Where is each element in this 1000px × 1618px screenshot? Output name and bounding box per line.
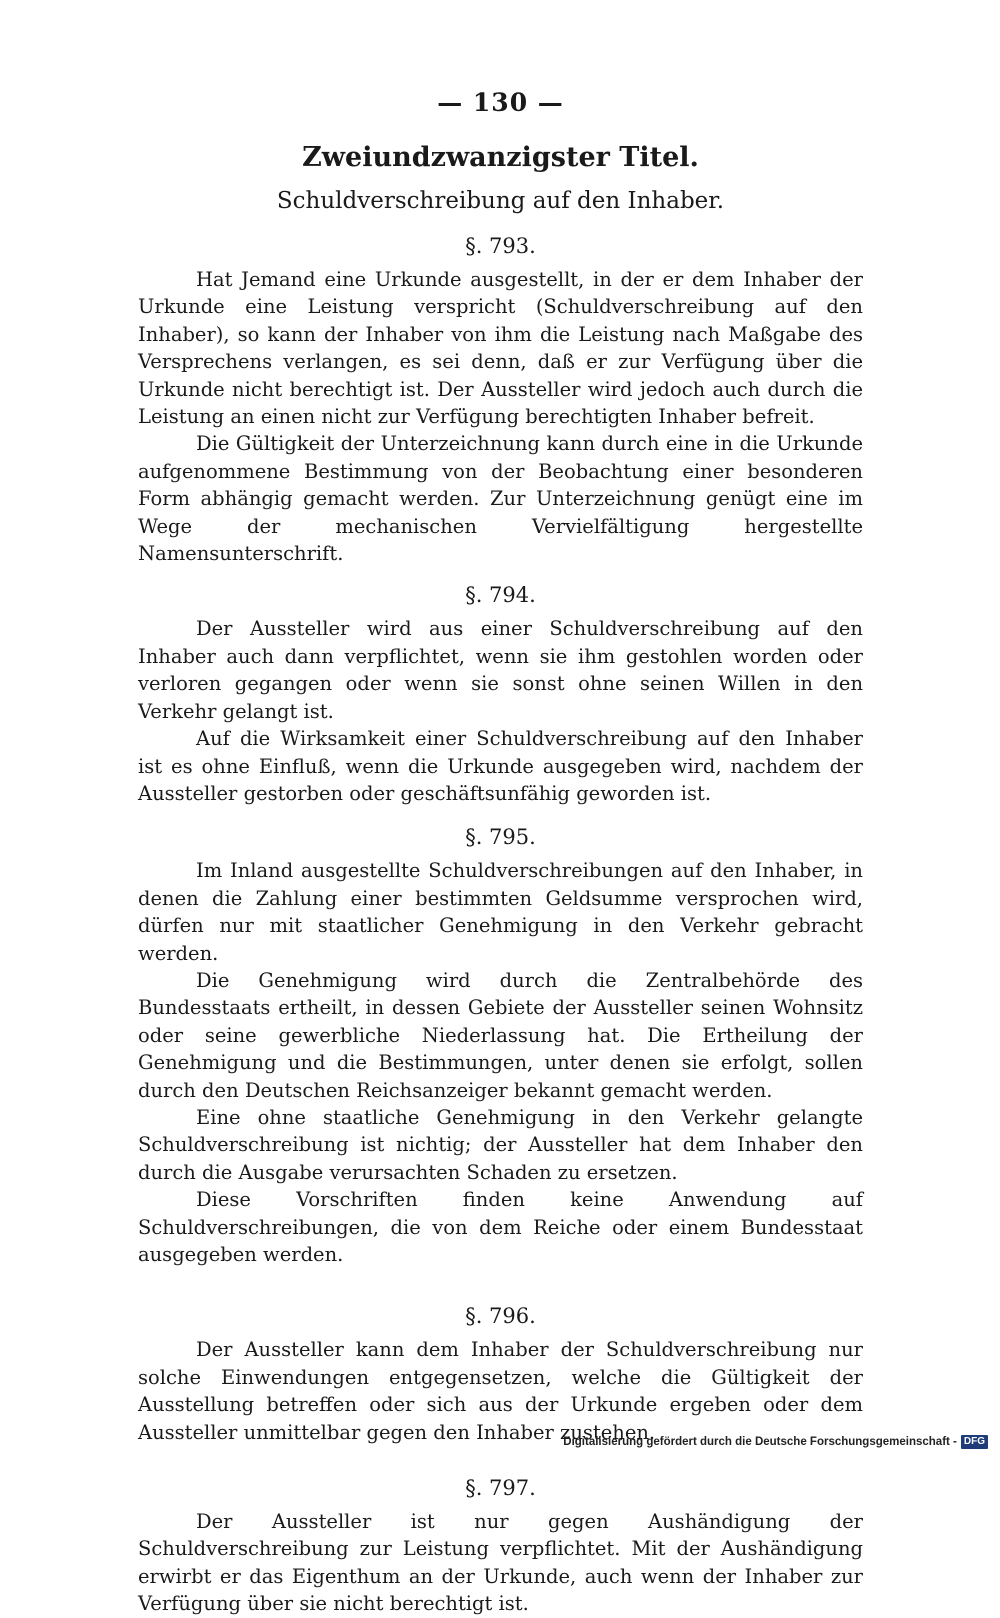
page-number: — 130 — — [437, 88, 564, 117]
section-heading: §. 796. — [465, 1304, 536, 1329]
digitization-footer — [563, 1435, 988, 1449]
section-heading: §. 794. — [465, 583, 536, 608]
footer-text: Digitalisierung gefördert durch die Deutsche Forschungsgemeinschaft - — [563, 1436, 957, 1448]
section-heading: §. 797. — [465, 1476, 536, 1501]
chapter-subtitle: Schuldverschreibung auf den Inhaber. — [276, 188, 725, 214]
paragraph: Auf die Wirksamkeit einer Schuldverschreibung auf den Inhaber ist es ohne Einfluß, wenn die Urkunde ausgegeben wird, nachdem der Aussteller gestorben oder geschäftsunfähig geworden ist. — [138, 727, 863, 805]
section-796 — [138, 1300, 863, 1446]
dfg-logo: DFG — [961, 1435, 988, 1449]
paragraph: Hat Jemand eine Urkunde ausgestellt, in der er dem Inhaber der Urkunde eine Leistung verspricht (Schuldverschreibung auf den Inhaber), so kann der Inhaber von ihm die Leistung nach Maßgabe des Versprechens verlangen, es sei denn, daß er zur Verfügung über die Urkunde nicht berechtigt ist. Der Aussteller wird jedoch auch durch die Leistung an einen nicht zur Verfügung berechtigten Inhaber befreit. — [138, 268, 863, 429]
paragraph: Der Aussteller wird aus einer Schuldverschreibung auf den Inhaber auch dann verpflichtet, wenn sie ihm gestohlen worden oder verloren gegangen oder wenn sie sonst ohne seinen Willen in den Verkehr gelangt ist. — [138, 617, 863, 723]
paragraph: Der Aussteller ist nur gegen Aushändigung der Schuldverschreibung zur Leistung verpflichtet. Mit der Aushändigung erwirbt er das Eigenthum an der Urkunde, auch wenn der Inhaber zur Verfügung über sie nicht berechtigt ist. — [138, 1510, 863, 1616]
document-page — [138, 88, 863, 1618]
section-794 — [138, 579, 863, 807]
paragraph: Im Inland ausgestellte Schuldverschreibungen auf den Inhaber, in denen die Zahlung einer bestimmten Geldsumme versprochen wird, dürfen nur mit staatlicher Genehmigung in den Verkehr gebracht werden. — [138, 859, 863, 965]
section-795 — [138, 821, 863, 1268]
section-heading: §. 793. — [465, 234, 536, 258]
chapter-title: Zweiundzwanzigster Titel. — [302, 142, 699, 173]
paragraph: Der Aussteller kann dem Inhaber der Schuldverschreibung nur solche Einwendungen entgegensetzen, welche die Gültigkeit der Ausstellung betreffen oder sich aus der Urkunde ergeben oder dem Aussteller unmittelbar gegen den Inhaber zustehen. — [138, 1338, 863, 1444]
section-heading: §. 795. — [465, 825, 536, 850]
section-793 — [138, 230, 863, 567]
paragraph: Diese Vorschriften finden keine Anwendung auf Schuldverschreibungen, die von dem Reiche oder einem Bundesstaat ausgegeben werden. — [138, 1188, 863, 1266]
paragraph: Die Gültigkeit der Unterzeichnung kann durch eine in die Urkunde aufgenommene Bestimmung von der Beobachtung einer besonderen Form abhängig gemacht werden. Zur Unterzeichnung genügt eine im Wege der mechanischen Vervielfältigung hergestellte Namensunterschrift. — [138, 432, 863, 566]
section-797 — [138, 1472, 863, 1618]
paragraph: Die Genehmigung wird durch die Zentralbehörde des Bundesstaats ertheilt, in dessen Gebiete der Aussteller seinen Wohnsitz oder seine gewerbliche Niederlassung hat. Die Ertheilung der Genehmigung und die Bestimmungen, unter denen sie erfolgt, sollen durch den Deutschen Reichsanzeiger bekannt gemacht werden. — [138, 968, 863, 1102]
paragraph: Eine ohne staatliche Genehmigung in den Verkehr gelangte Schuldverschreibung ist nichtig; der Aussteller hat dem Inhaber den durch die Ausgabe verursachten Schaden zu ersetzen. — [138, 1105, 863, 1184]
